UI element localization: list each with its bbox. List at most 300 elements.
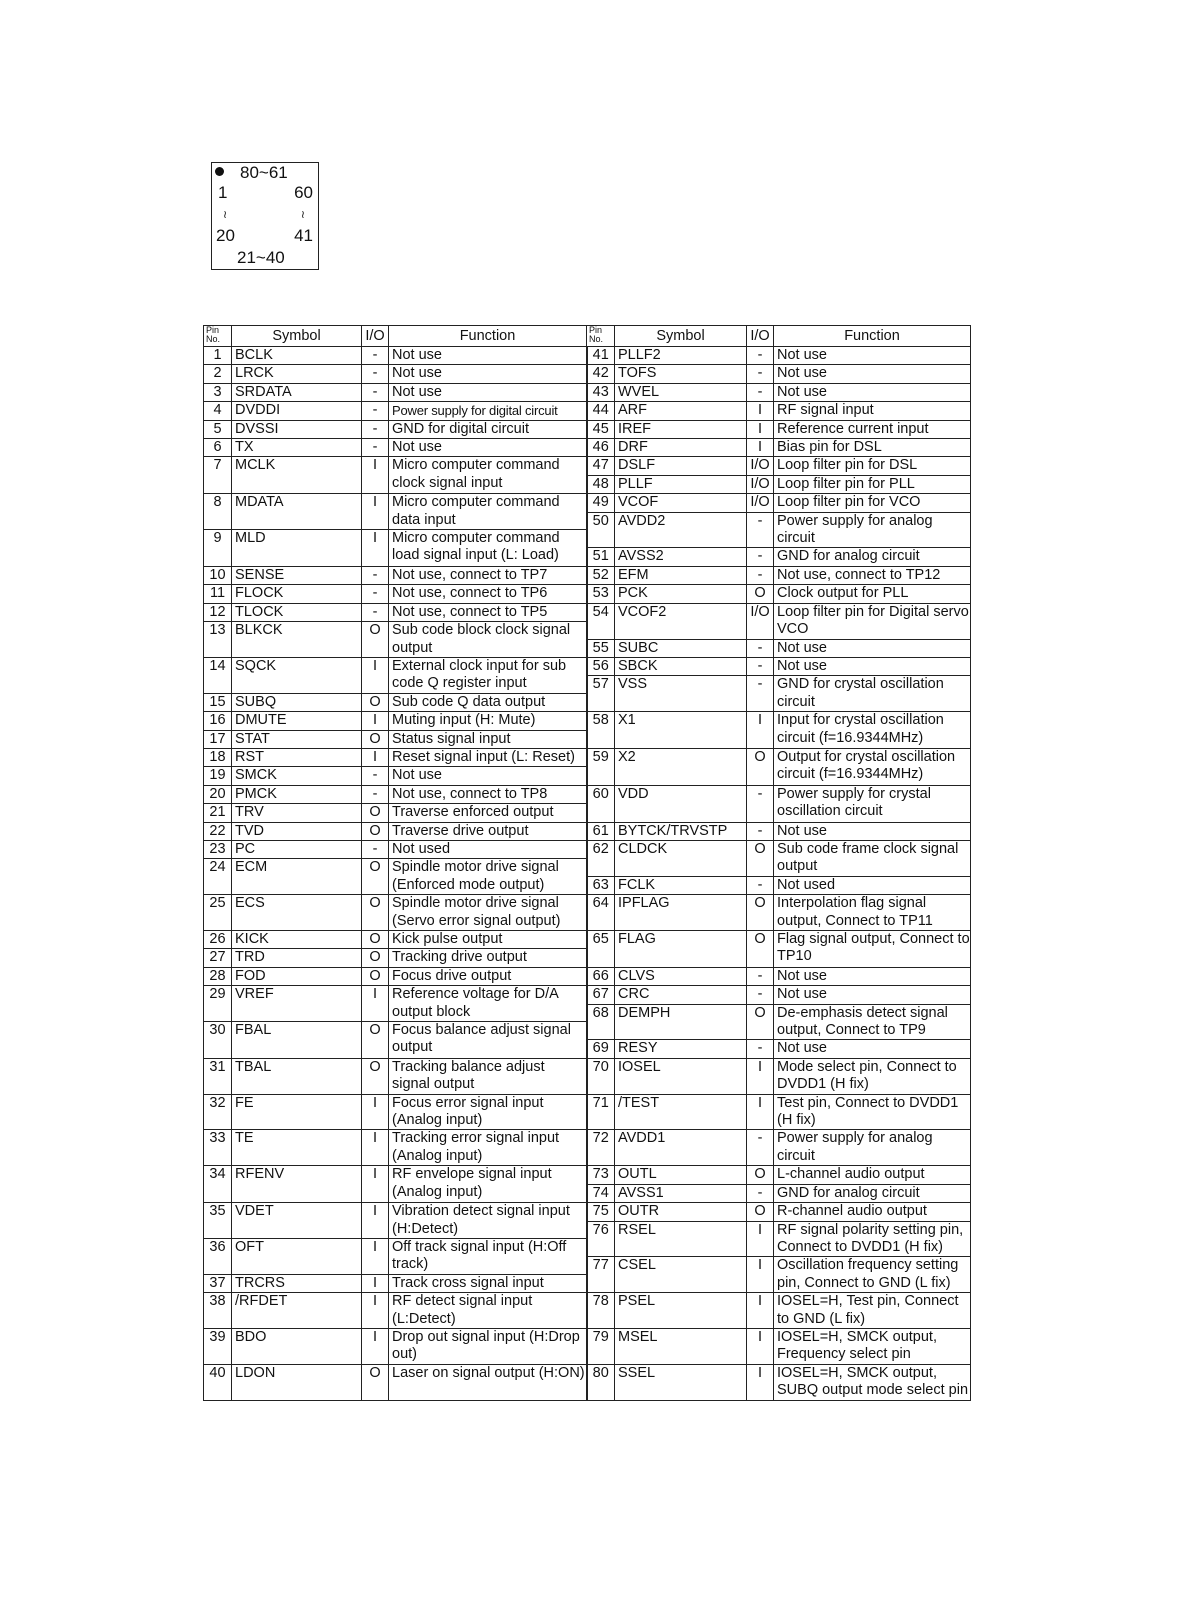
pin-io: - xyxy=(747,639,774,657)
pin-function: Flag signal output, Connect to TP10 xyxy=(774,931,971,968)
pin-number: 28 xyxy=(204,967,232,985)
pin-symbol: RESY xyxy=(615,1040,747,1058)
pin-number: 25 xyxy=(204,895,232,931)
pin-number: 70 xyxy=(587,1058,615,1094)
pin-io: I xyxy=(362,712,389,730)
pin-function: Output for crystal oscillation circuit (f=16.9344MHz) xyxy=(774,748,971,785)
pin-number: 9 xyxy=(204,530,232,567)
pin-io: I xyxy=(747,402,774,420)
pin-io: O xyxy=(362,931,389,949)
pin-io: - xyxy=(747,365,774,383)
pin-io: - xyxy=(362,840,389,858)
pin-number: 40 xyxy=(204,1364,232,1400)
pin-number: 77 xyxy=(587,1257,615,1293)
pin-number: 42 xyxy=(587,365,615,383)
pin-io: I xyxy=(362,748,389,766)
bottom-pin-range: 21~40 xyxy=(237,248,285,267)
pin-symbol: PC xyxy=(232,840,362,858)
pin-number: 41 xyxy=(587,347,615,365)
pin-function: Not use, connect to TP5 xyxy=(389,603,587,621)
pin-number: 16 xyxy=(204,712,232,730)
pin-number: 19 xyxy=(204,767,232,785)
pin-symbol: VDET xyxy=(232,1203,362,1239)
pin-io: O xyxy=(362,895,389,931)
pin-function: GND for analog circuit xyxy=(774,1184,971,1202)
pin-io: I xyxy=(362,986,389,1022)
pin-number: 29 xyxy=(204,986,232,1022)
pin-symbol: OFT xyxy=(232,1238,362,1274)
pin-number: 80 xyxy=(587,1364,615,1400)
pin-symbol: PCK xyxy=(615,585,747,603)
pin-function: Sub code Q data output xyxy=(389,693,587,711)
pin-number: 15 xyxy=(204,693,232,711)
pin-io: I/O xyxy=(747,475,774,493)
pin-function: Loop filter pin for PLL xyxy=(774,475,971,493)
pin-io: O xyxy=(747,895,774,931)
table-row xyxy=(204,785,971,803)
pin-symbol: TRD xyxy=(232,949,362,967)
pin-io: - xyxy=(747,676,774,712)
pin-function: Not use xyxy=(774,1040,971,1058)
pin-symbol: IPFLAG xyxy=(615,895,747,931)
table-header-row xyxy=(204,326,971,347)
pin-io: I xyxy=(362,1130,389,1166)
pin-io: I xyxy=(747,1364,774,1400)
pin-number: 56 xyxy=(587,657,615,675)
header-pin-no: Pin No. xyxy=(587,326,615,347)
pin-function: Kick pulse output xyxy=(389,931,587,949)
pin-io: - xyxy=(747,347,774,365)
top-pin-range: 80~61 xyxy=(240,163,288,182)
pin-io: - xyxy=(747,967,774,985)
right-tilde: ≀ xyxy=(300,209,305,221)
pin-function: Loop filter pin for Digital servo VCO xyxy=(774,603,971,639)
pin-function: Not use xyxy=(389,365,587,383)
pin-function: Power supply for analog circuit xyxy=(774,512,971,548)
right-top-pin: 60 xyxy=(294,183,313,202)
pin-io: - xyxy=(362,566,389,584)
pin-number: 44 xyxy=(587,402,615,420)
pin-io: I xyxy=(747,1094,774,1130)
pin-number: 24 xyxy=(204,859,232,895)
pin-symbol: ECS xyxy=(232,895,362,931)
pin-function: Not use, connect to TP6 xyxy=(389,585,587,603)
pin-io: I/O xyxy=(747,603,774,639)
table-row xyxy=(204,840,971,858)
pin-number: 20 xyxy=(204,785,232,803)
pin-symbol: OUTR xyxy=(615,1203,747,1221)
pin-io: - xyxy=(747,566,774,584)
pin-function: Interpolation flag signal output, Connect to TP11 xyxy=(774,895,971,931)
pin-io: I/O xyxy=(747,457,774,475)
pin-symbol: PLLF xyxy=(615,475,747,493)
pin-number: 49 xyxy=(587,494,615,512)
pin-io: I xyxy=(362,457,389,494)
pin-number: 35 xyxy=(204,1203,232,1239)
pin-io: I xyxy=(747,1293,774,1329)
pin-number: 54 xyxy=(587,603,615,639)
pin-io: O xyxy=(362,622,389,658)
pin-io: I xyxy=(747,439,774,457)
pin-symbol: WVEL xyxy=(615,383,747,401)
pin-function: RF envelope signal input (Analog input) xyxy=(389,1166,587,1203)
pin-function: Tracking drive output xyxy=(389,949,587,967)
pin-symbol: TRCRS xyxy=(232,1274,362,1292)
pin-number: 60 xyxy=(587,785,615,822)
pin-function: Spindle motor drive signal (Servo error signal output) xyxy=(389,895,587,931)
pin-function: Not use xyxy=(389,347,587,365)
pin-symbol: KICK xyxy=(232,931,362,949)
pin-symbol: TOFS xyxy=(615,365,747,383)
pin-symbol: TRV xyxy=(232,804,362,822)
pin-symbol: PMCK xyxy=(232,785,362,803)
pin-symbol: RFENV xyxy=(232,1166,362,1203)
pin-io: O xyxy=(747,748,774,785)
pin-io: O xyxy=(747,1166,774,1184)
pin-symbol: FOD xyxy=(232,967,362,985)
pin-io: - xyxy=(747,822,774,840)
pin-function: Traverse drive output xyxy=(389,822,587,840)
pin-function: GND for digital circuit xyxy=(389,420,587,438)
pin-number: 75 xyxy=(587,1203,615,1221)
pin-io: O xyxy=(362,730,389,748)
pin-number: 59 xyxy=(587,748,615,785)
pin-io: - xyxy=(747,548,774,566)
pin-symbol: VSS xyxy=(615,676,747,712)
pin-number: 38 xyxy=(204,1293,232,1329)
pin-function: Spindle motor drive signal (Enforced mode output) xyxy=(389,859,587,895)
pin-symbol: VDD xyxy=(615,785,747,822)
pin-function: Not use xyxy=(389,439,587,457)
pin-function: Micro computer command load signal input (L: Load) xyxy=(389,530,587,567)
pin-symbol: BDO xyxy=(232,1328,362,1364)
header-io: I/O xyxy=(747,326,774,347)
pin-number: 2 xyxy=(204,365,232,383)
pin-symbol: SQCK xyxy=(232,657,362,693)
pin-function: Sub code frame clock signal output xyxy=(774,840,971,876)
pin-io: I xyxy=(362,1274,389,1292)
pin-number: 5 xyxy=(204,420,232,438)
pin-function: Power supply for analog circuit xyxy=(774,1130,971,1166)
header-function: Function xyxy=(389,326,587,347)
pin-number: 52 xyxy=(587,566,615,584)
pin-function: Vibration detect signal input (H:Detect) xyxy=(389,1203,587,1239)
pin-number: 4 xyxy=(204,402,232,420)
pin-function: Sub code block clock signal output xyxy=(389,622,587,658)
pin-number: 33 xyxy=(204,1130,232,1166)
pin-io: - xyxy=(747,657,774,675)
pin-function: Traverse enforced output xyxy=(389,804,587,822)
pin-number: 65 xyxy=(587,931,615,968)
pin-function: IOSEL=H, SMCK output, Frequency select pin xyxy=(774,1328,971,1364)
pin-function: Mode select pin, Connect to DVDD1 (H fix) xyxy=(774,1058,971,1094)
pin-symbol: FE xyxy=(232,1094,362,1130)
pin-number: 46 xyxy=(587,439,615,457)
pin-io: - xyxy=(362,439,389,457)
pin-symbol: DVSSI xyxy=(232,420,362,438)
table-row xyxy=(204,967,971,985)
pin-symbol: TLOCK xyxy=(232,603,362,621)
pin-symbol: MDATA xyxy=(232,494,362,530)
pin-function: Track cross signal input xyxy=(389,1274,587,1292)
pin-number: 61 xyxy=(587,822,615,840)
pin-function: Not use xyxy=(774,383,971,401)
table-row xyxy=(204,439,971,457)
pin-symbol: VCOF2 xyxy=(615,603,747,639)
pin-function: Bias pin for DSL xyxy=(774,439,971,457)
pin-symbol: STAT xyxy=(232,730,362,748)
pin-function: De-emphasis detect signal output, Connect to TP9 xyxy=(774,1004,971,1040)
pin-function: Not use xyxy=(774,967,971,985)
table-row xyxy=(204,931,971,949)
table-row xyxy=(204,1166,971,1184)
pin-symbol: X1 xyxy=(615,712,747,749)
table-row xyxy=(204,383,971,401)
pin-symbol: VREF xyxy=(232,986,362,1022)
pin-function: External clock input for sub code Q register input xyxy=(389,657,587,693)
pin-number: 76 xyxy=(587,1221,615,1257)
pin-io: I xyxy=(747,1257,774,1293)
pin-function: Laser on signal output (H:ON) xyxy=(389,1364,587,1400)
table-row xyxy=(204,420,971,438)
pin-io: - xyxy=(747,383,774,401)
pin-number: 78 xyxy=(587,1293,615,1329)
pin-symbol: BCLK xyxy=(232,347,362,365)
pin-number: 39 xyxy=(204,1328,232,1364)
pin-io: I xyxy=(747,420,774,438)
pin-function-table xyxy=(203,325,971,1401)
pin-io: I xyxy=(362,1203,389,1239)
left-bottom-pin: 20 xyxy=(216,226,235,245)
pin-function: Off track signal input (H:Off track) xyxy=(389,1238,587,1274)
pin-io: O xyxy=(362,693,389,711)
pin-symbol: IREF xyxy=(615,420,747,438)
table-row xyxy=(204,822,971,840)
pin-io: I xyxy=(747,712,774,749)
pin-io: I xyxy=(747,1328,774,1364)
pin-function: L-channel audio output xyxy=(774,1166,971,1184)
pin-function: Status signal input xyxy=(389,730,587,748)
pin-io: O xyxy=(747,840,774,876)
pin-io: O xyxy=(362,967,389,985)
pin-number: 13 xyxy=(204,622,232,658)
pin-function: Power supply for digital circuit xyxy=(389,402,587,420)
pin-function: Power supply for crystal oscillation circuit xyxy=(774,785,971,822)
table-row xyxy=(204,494,971,512)
pin-symbol: FLAG xyxy=(615,931,747,968)
pin-symbol: CLVS xyxy=(615,967,747,985)
pin-symbol: MLD xyxy=(232,530,362,567)
pin-io: - xyxy=(747,1130,774,1166)
table-row xyxy=(204,402,971,420)
pin-number: 69 xyxy=(587,1040,615,1058)
pin-symbol: AVSS2 xyxy=(615,548,747,566)
table-row xyxy=(204,748,971,766)
pin-symbol: X2 xyxy=(615,748,747,785)
pin-function: GND for analog circuit xyxy=(774,548,971,566)
pin-number: 37 xyxy=(204,1274,232,1292)
pin-symbol: FBAL xyxy=(232,1022,362,1059)
pin-symbol: IOSEL xyxy=(615,1058,747,1094)
pin-number: 11 xyxy=(204,585,232,603)
header-io: I/O xyxy=(362,326,389,347)
pin-function: Reference current input xyxy=(774,420,971,438)
pin-function: Not use xyxy=(774,347,971,365)
pin-symbol: DMUTE xyxy=(232,712,362,730)
pin-symbol: SMCK xyxy=(232,767,362,785)
table-row xyxy=(204,603,971,621)
pin-io: I xyxy=(362,1166,389,1203)
pin-function: Not use xyxy=(774,639,971,657)
pin-number: 34 xyxy=(204,1166,232,1203)
pin-number: 8 xyxy=(204,494,232,530)
pin-io: - xyxy=(747,986,774,1004)
pin-io: I xyxy=(362,530,389,567)
table-row xyxy=(204,347,971,365)
table-row xyxy=(204,585,971,603)
pin-number: 45 xyxy=(587,420,615,438)
pin-function: Not used xyxy=(774,876,971,894)
pin-number: 10 xyxy=(204,566,232,584)
pin-symbol: ARF xyxy=(615,402,747,420)
pin-io: O xyxy=(747,585,774,603)
pin-symbol: LDON xyxy=(232,1364,362,1400)
pin-number: 21 xyxy=(204,804,232,822)
pin-symbol: BLKCK xyxy=(232,622,362,658)
pin-io: I xyxy=(362,1094,389,1130)
pin-number: 71 xyxy=(587,1094,615,1130)
pin-function: Not use xyxy=(774,986,971,1004)
pin-number: 79 xyxy=(587,1328,615,1364)
pin-function: Clock output for PLL xyxy=(774,585,971,603)
pin-number: 30 xyxy=(204,1022,232,1059)
pin-function: Not use, connect to TP8 xyxy=(389,785,587,803)
left-tilde: ≀ xyxy=(223,209,228,221)
pin-function: Not use xyxy=(774,657,971,675)
pin-io: - xyxy=(362,420,389,438)
table-row xyxy=(204,657,971,675)
pin-number: 68 xyxy=(587,1004,615,1040)
pin-symbol: ECM xyxy=(232,859,362,895)
header-function: Function xyxy=(774,326,971,347)
pin-symbol: SUBC xyxy=(615,639,747,657)
pin-symbol: PLLF2 xyxy=(615,347,747,365)
pin-io: I/O xyxy=(747,494,774,512)
pin-symbol: RSEL xyxy=(615,1221,747,1257)
pin-number: 27 xyxy=(204,949,232,967)
pin-number: 51 xyxy=(587,548,615,566)
pin-function: Test pin, Connect to DVDD1 (H fix) xyxy=(774,1094,971,1130)
pin-number: 18 xyxy=(204,748,232,766)
right-bottom-pin: 41 xyxy=(294,226,313,245)
pin-io: - xyxy=(362,603,389,621)
pin-io: O xyxy=(362,1364,389,1400)
pin-symbol: DVDDI xyxy=(232,402,362,420)
pin-function: Not use xyxy=(774,365,971,383)
pin-function: Muting input (H: Mute) xyxy=(389,712,587,730)
pin-number: 23 xyxy=(204,840,232,858)
pin-number: 14 xyxy=(204,657,232,693)
pin-io: O xyxy=(747,931,774,968)
pin-number: 50 xyxy=(587,512,615,548)
pin-io: - xyxy=(362,785,389,803)
pin-number: 43 xyxy=(587,383,615,401)
pin-symbol: LRCK xyxy=(232,365,362,383)
pin-io: - xyxy=(362,383,389,401)
pin-function: Not use xyxy=(774,822,971,840)
pin-function: IOSEL=H, SMCK output, SUBQ output mode select pin xyxy=(774,1364,971,1400)
pin-symbol: SUBQ xyxy=(232,693,362,711)
package-pinout-diagram xyxy=(211,162,319,270)
left-top-pin: 1 xyxy=(218,183,228,202)
pin-symbol: SBCK xyxy=(615,657,747,675)
pin-io: O xyxy=(747,1203,774,1221)
pin-number: 48 xyxy=(587,475,615,493)
pin-symbol: MSEL xyxy=(615,1328,747,1364)
pin-function: Micro computer command data input xyxy=(389,494,587,530)
pin-symbol: BYTCK/TRVSTP xyxy=(615,822,747,840)
pin-io: - xyxy=(362,585,389,603)
pin-function: Loop filter pin for VCO xyxy=(774,494,971,512)
pin-function: RF signal input xyxy=(774,402,971,420)
pin-number: 72 xyxy=(587,1130,615,1166)
pin-symbol: SSEL xyxy=(615,1364,747,1400)
pin-symbol: AVDD1 xyxy=(615,1130,747,1166)
pin-io: I xyxy=(362,1328,389,1364)
pin-io: I xyxy=(362,1238,389,1274)
pin-function: GND for crystal oscillation circuit xyxy=(774,676,971,712)
pin-function: Not use, connect to TP7 xyxy=(389,566,587,584)
pin-io: O xyxy=(362,949,389,967)
pin-function: Tracking balance adjust signal output xyxy=(389,1058,587,1094)
pin-symbol: /TEST xyxy=(615,1094,747,1130)
pin-symbol: AVDD2 xyxy=(615,512,747,548)
header-pin-no: Pin No. xyxy=(204,326,232,347)
pin-io: O xyxy=(362,804,389,822)
pin-function: Loop filter pin for DSL xyxy=(774,457,971,475)
pin-symbol: MCLK xyxy=(232,457,362,494)
pin-number: 36 xyxy=(204,1238,232,1274)
pin-symbol: FCLK xyxy=(615,876,747,894)
pin-function: Reset signal input (L: Reset) xyxy=(389,748,587,766)
pin-symbol: DSLF xyxy=(615,457,747,475)
pin-symbol: DRF xyxy=(615,439,747,457)
table-row xyxy=(204,712,971,730)
pin-number: 47 xyxy=(587,457,615,475)
pin-symbol: PSEL xyxy=(615,1293,747,1329)
pin-number: 63 xyxy=(587,876,615,894)
pin-number: 6 xyxy=(204,439,232,457)
table-row xyxy=(204,986,971,1004)
pin-symbol: TE xyxy=(232,1130,362,1166)
pin-number: 17 xyxy=(204,730,232,748)
pin-symbol: FLOCK xyxy=(232,585,362,603)
pin-io: O xyxy=(747,1004,774,1040)
pin-io: I xyxy=(747,1058,774,1094)
pin-number: 74 xyxy=(587,1184,615,1202)
pin-io: O xyxy=(362,859,389,895)
pin-io: O xyxy=(362,822,389,840)
pin-symbol: CSEL xyxy=(615,1257,747,1293)
pin-number: 3 xyxy=(204,383,232,401)
table-row xyxy=(204,566,971,584)
table-row xyxy=(204,457,971,475)
pin-number: 67 xyxy=(587,986,615,1004)
pin-io: - xyxy=(362,767,389,785)
pin-number: 31 xyxy=(204,1058,232,1094)
pin-io: - xyxy=(362,365,389,383)
pin-symbol: EFM xyxy=(615,566,747,584)
